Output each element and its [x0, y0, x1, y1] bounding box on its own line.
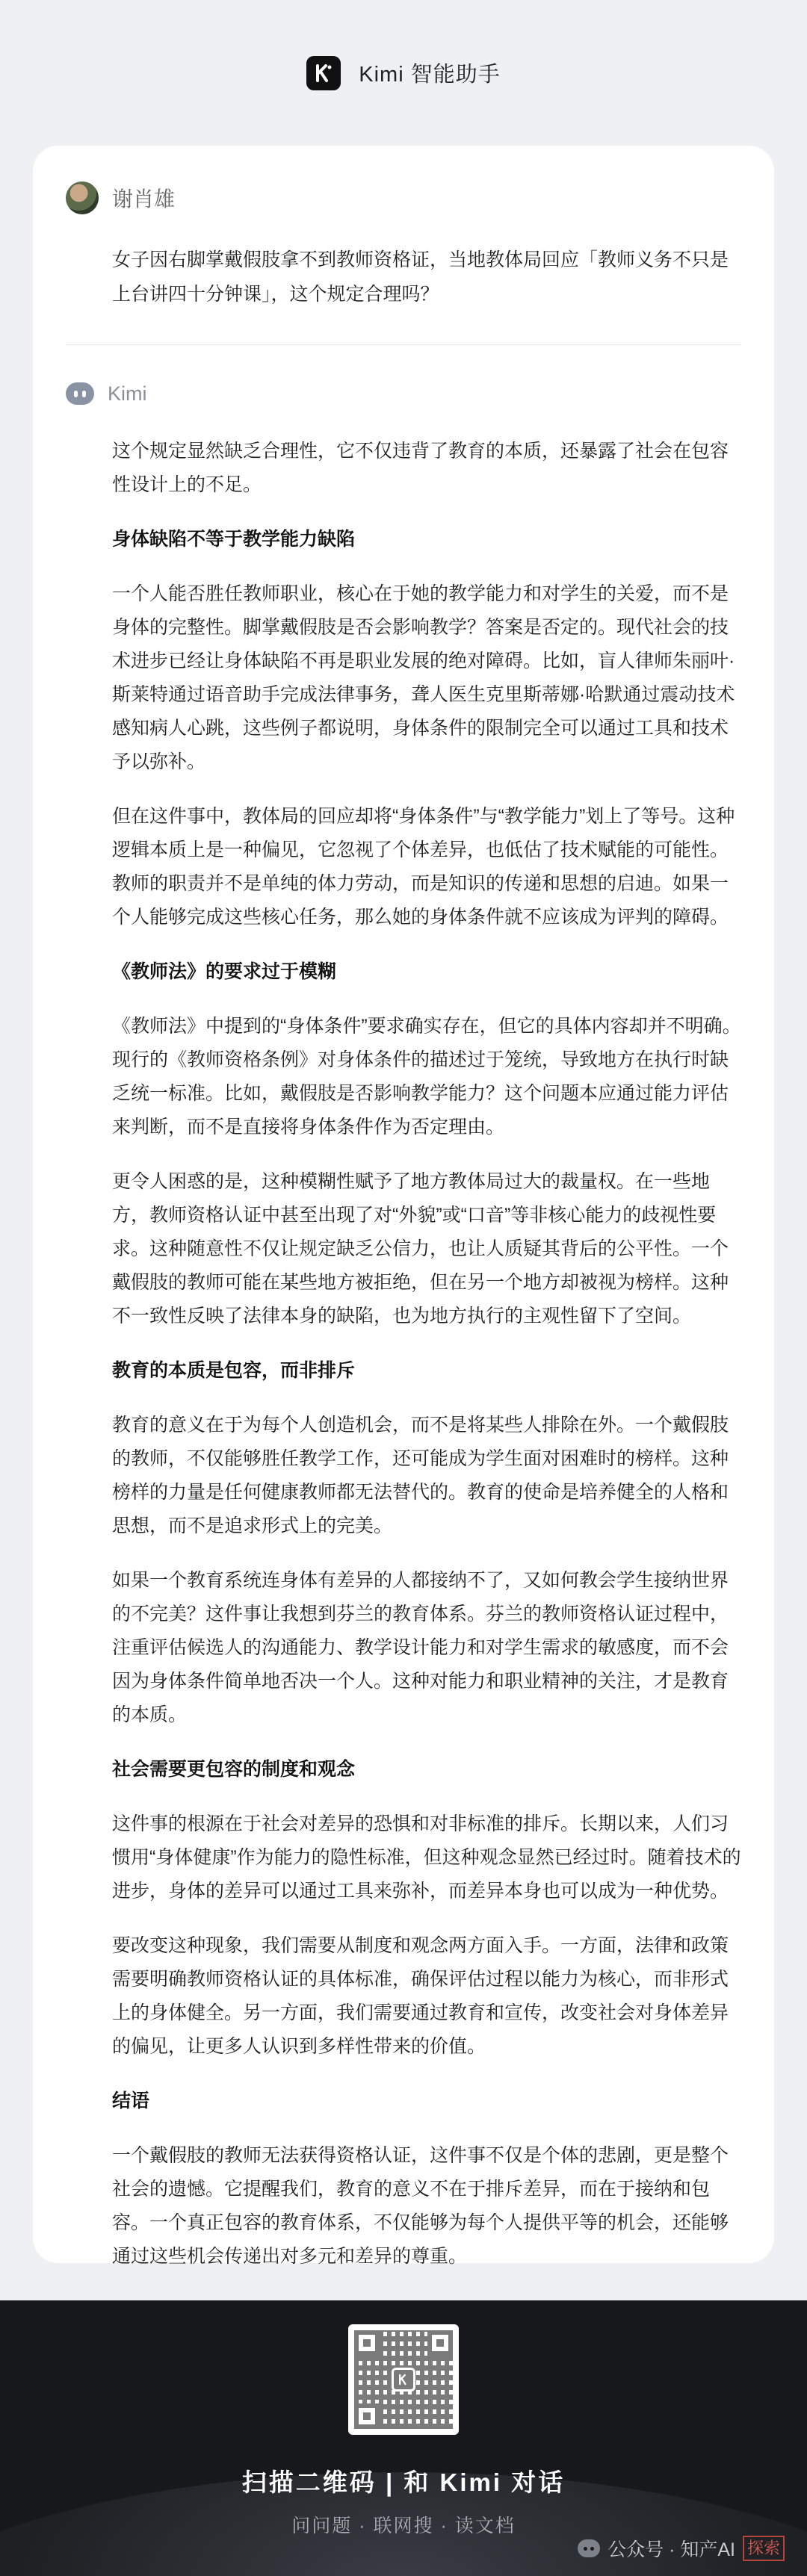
- bot-message-header: [66, 375, 741, 412]
- bot-name: Kimi: [108, 382, 147, 405]
- message-divider: [66, 344, 741, 345]
- conversation-card: [33, 146, 774, 2267]
- user-question: 女子因右脚掌戴假肢拿不到教师资格证，当地教体局回应「教师义务不只是上台讲四十分钟课」，这个规定合理吗？: [112, 249, 729, 305]
- footer-subtitle: 问问题 · 联网搜 · 读文档: [291, 2516, 516, 2536]
- section-4-paragraph-2: 要改变这种现象，我们需要从制度和观念两方面入手。一方面，法律和政策需要明确教师资格认证的具体标准，确保评估过程以能力为核心，而非形式上的身体健全。另一方面，我们需要通过教育和宣传，改变社会对身体差异的偏见，让更多人认识到多样性带来的价值。: [112, 1935, 729, 2057]
- section-2-paragraph-1: 《教师法》中提到的“身体条件”要求确实存在，但它的具体内容却并不明确。现行的《教师资格条例》对身体条件的描述过于笼统，导致地方在执行时缺乏统一标准。比如，戴假肢是否影响教学能力？这个问题本应通过能力评估来判断，而不是直接将身体条件作为否定理由。: [112, 1016, 741, 1138]
- section-1-paragraph-1: 一个人能否胜任教师职业，核心在于她的教学能力和对学生的关爱，而不是身体的完整性。脚掌戴假肢是否会影响教学？答案是否定的。现代社会的技术进步已经让身体缺陷不再是职业发展的绝对障碍。比如，盲人律师朱丽叶·斯莱特通过语音助手完成法律事务，聋人医生克里斯蒂娜·哈默通过震动技术感知病人心跳，这些例子都说明，身体条件的限制完全可以通过工具和技术予以弥补。: [112, 583, 735, 772]
- section-3-paragraph-1: 教育的意义在于为每个人创造机会，而不是将某些人排除在外。一个戴假肢的教师，不仅能够胜任教学工作，还可能成为学生面对困难时的榜样。这种榜样的力量是任何健康教师都无法替代的。教育的使命是培养健全的人格和思想，而不是追求形式上的完美。: [112, 1415, 729, 1536]
- section-1-paragraph-2: 但在这件事中，教体局的回应却将“身体条件”与“教学能力”划上了等号。这种逻辑本质上是一种偏见，它忽视了个体差异，也低估了技术赋能的可能性。教师的职责并不是单纯的体力劳动，而是知识的传递和思想的启迪。如果一个人能够完成这些核心任务，那么她的身体条件就不应该成为评判的障碍。: [112, 806, 735, 928]
- watermark-seal: 探索: [743, 2536, 785, 2561]
- kimi-logo-icon: [306, 56, 341, 90]
- user-message-header: [66, 176, 741, 220]
- section-2-paragraph-2: 更令人困惑的是，这种模糊性赋予了地方教体局过大的裁量权。在一些地方，教师资格认证中甚至出现了对“外貌”或“口音”等非核心能力的歧视性要求。这种随意性不仅让规定缺乏公信力，也让人质疑其背后的公平性。一个戴假肢的教师可能在某些地方被拒绝，但在另一个地方却被视为榜样。这种不一致性反映了法律本身的缺陷，也为地方执行的主观性留下了空间。: [112, 1171, 729, 1326]
- footer-title: 扫描二维码 | 和 Kimi 对话: [241, 2468, 566, 2496]
- answer-intro: 这个规定显然缺乏合理性，它不仅违背了教育的本质，还暴露了社会在包容性设计上的不足。: [112, 441, 729, 495]
- bot-answer: [112, 435, 743, 2274]
- wechat-official-account-icon: [578, 2539, 600, 2557]
- section-3-paragraph-2: 如果一个教育系统连身体有差异的人都接纳不了，又如何教会学生接纳世界的不完美？这件事让我想到芬兰的教育体系。芬兰的教师资格认证过程中，注重评估候选人的沟通能力、教学设计能力和对学生需求的敏感度，而不会因为身体条件简单地否决一个人。这种对能力和职业精神的关注，才是教育的本质。: [112, 1570, 729, 1725]
- user-name: 谢肖雄: [112, 187, 176, 211]
- section-heading-5: 结语: [112, 2091, 150, 2111]
- watermark-text: 公众号 · 知产AI: [607, 2539, 735, 2560]
- qr-kimi-logo-icon: [392, 2368, 415, 2392]
- section-heading-2: 《教师法》的要求过于模糊: [112, 961, 337, 982]
- app-title: Kimi 智能助手: [359, 63, 501, 87]
- qr-code[interactable]: [348, 2324, 459, 2435]
- section-4-paragraph-1: 这件事的根源在于社会对差异的恐惧和对非标准的排斥。长期以来，人们习惯用“身体健康”作为能力的隐性标准，但这种观念显然已经过时。随着技术的进步，身体的差异可以通过工具来弥补，而差异本身也可以成为一种优势。: [112, 1813, 741, 1902]
- section-5-paragraph-1: 一个戴假肢的教师无法获得资格认证，这件事不仅是个体的悲剧，更是整个社会的遗憾。它提醒我们，教育的意义不在于排斥差异，而在于接纳和包容。一个真正包容的教育体系，不仅能够为每个人提供平等的机会，还能够通过这些机会传递出对多元和差异的尊重。: [112, 2145, 729, 2267]
- app-header: [0, 0, 807, 146]
- section-heading-3: 教育的本质是包容，而非排斥: [112, 1360, 356, 1381]
- kimi-avatar-icon: [66, 382, 94, 405]
- user-avatar: [66, 181, 99, 214]
- section-heading-1: 身体缺陷不等于教学能力缺陷: [112, 529, 356, 550]
- qr-pattern: [354, 2330, 453, 2429]
- watermark: [578, 2535, 785, 2562]
- section-heading-4: 社会需要更包容的制度和观念: [112, 1759, 356, 1780]
